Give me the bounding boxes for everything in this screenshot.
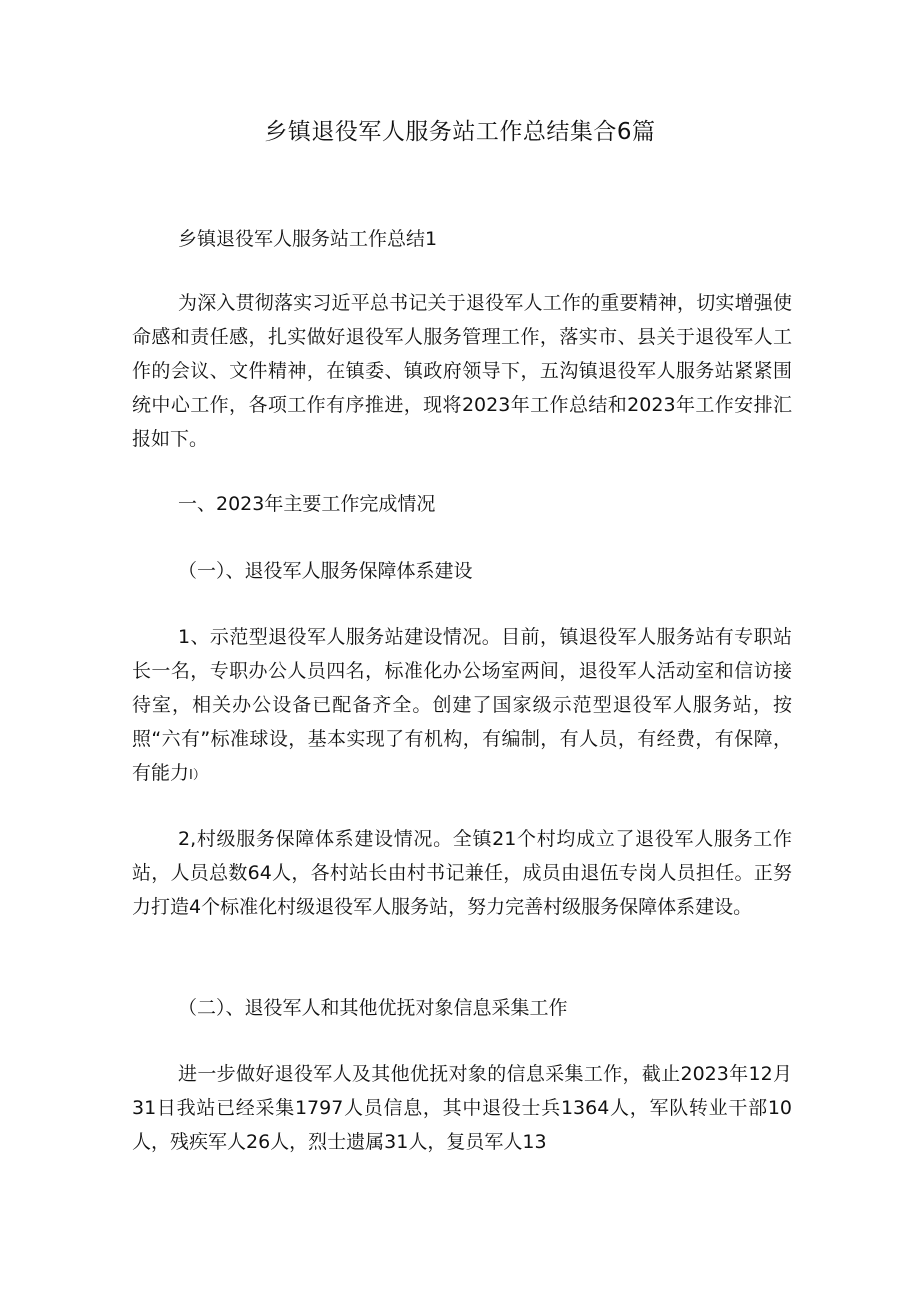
heading-main-work: 一、2023年主要工作完成情况	[178, 493, 436, 515]
section-title: 乡镇退役军人服务站工作总结1	[178, 228, 438, 250]
intro-paragraph: 为深入贯彻落实习近平总书记关于退役军人工作的重要精神，切实增强使命感和责任感，扎实做好退役军人服务管理工作，落实市、县关于退役军人工作的会议、文件精神，在镇委、镇政府领导下，五沟镇退役军人服务站紧紧围统中心工作，各项工作有序推进，现将2023年工作总结和2023年工作安排汇报如下。	[132, 292, 792, 450]
heading-info-collection: （二）、退役军人和其他优抚对象信息采集工作	[178, 997, 568, 1019]
item-model-station-tail: I）	[189, 768, 206, 783]
document-title: 乡镇退役军人服务站工作总结集合6篇	[264, 119, 656, 145]
item-village-system: 2,村级服务保障体系建设情况。全镇21个村均成立了退役军人服务工作站，人员总数64人，各村站长由村书记兼任，成员由退伍专岗人员担任。正努力打造4个标准化村级退役军人服务站，努力完善村级服务保障体系建设。	[132, 828, 792, 918]
item-info-collection: 进一步做好退役军人及其他优抚对象的信息采集工作，截止2023年12月31日我站已经采集1797人员信息，其中退役士兵1364人，军队转业干部10人，残疾军人26人，烈士遗属31人，复员军人13	[132, 1063, 792, 1153]
item-model-station	[132, 620, 792, 793]
item-model-station-text: 1、示范型退役军人服务站建设情况。目前，镇退役军人服务站有专职站长一名，专职办公人员四名，标准化办公场室两间，退役军人活动室和信访接待室，相关办公设备已配备齐全。创建了国家级示范型退役军人服务站，按照“六有”标准球设，基本实现了有机构，有编制，有人员，有经费，有保障，有能力	[132, 626, 792, 784]
heading-service-system: （一）、退役军人服务保障体系建设	[178, 560, 473, 582]
